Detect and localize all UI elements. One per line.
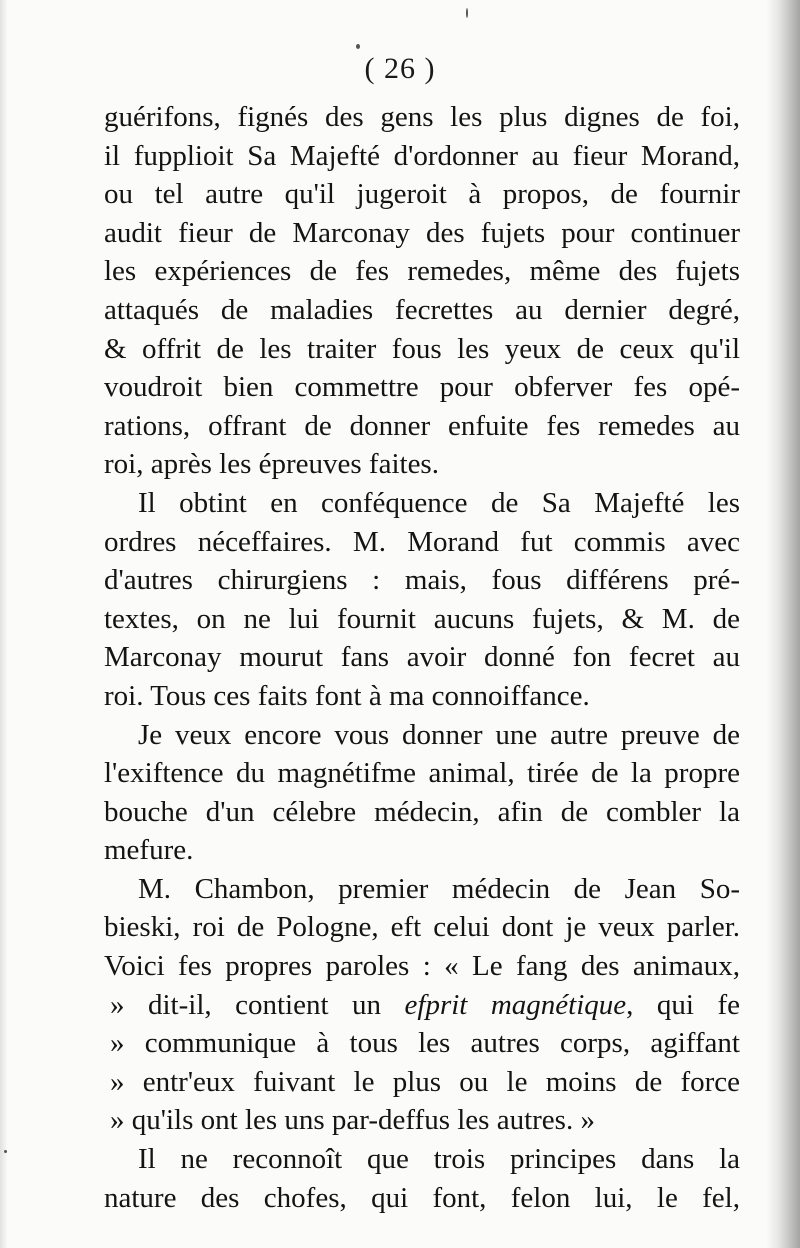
text-line-content: M. Chambon, premier médecin de Jean So-	[138, 872, 740, 905]
text-line	[104, 638, 740, 677]
text-line-content: » dit-il, contient un	[110, 988, 382, 1021]
text-line	[104, 831, 740, 870]
text-line	[104, 1179, 740, 1218]
text-line	[104, 214, 740, 253]
text-line-content: Je veux encore vous donner une autre preuve de	[138, 718, 740, 751]
text-line-content: bouche d'un célebre médecin, afin de combler la	[104, 795, 740, 828]
text-line	[104, 445, 740, 484]
text-line-content: Marconay mourut fans avoir donné fon fecret au	[104, 641, 740, 674]
text-line-tail: , qui fe	[626, 988, 740, 1021]
text-line	[104, 252, 740, 291]
text-line-content: les expériences de fes remedes, même des fujets	[104, 255, 740, 288]
text-line	[104, 368, 740, 407]
paper-speck	[4, 1150, 7, 1153]
page-number: ( 26 )	[364, 52, 436, 85]
text-line-content: » qu'ils ont les uns par-deffus les autres. »	[110, 1104, 595, 1137]
text-line	[104, 677, 740, 716]
italic-phrase: efprit magnétique	[404, 988, 627, 1021]
text-line-content: bieski, roi de Pologne, eft celui dont je veux parler.	[104, 911, 740, 944]
text-line-content: » communique à tous les autres corps, agiffant	[110, 1027, 740, 1060]
paper-speck	[356, 44, 360, 49]
text-line-content: roi, après les épreuves faites.	[104, 448, 439, 481]
text-line-content: voudroit bien commettre pour obferver fes opé-	[104, 371, 740, 404]
text-line	[104, 175, 740, 214]
body-text	[104, 98, 740, 1217]
text-line-content: & offrit de les traiter fous les yeux de ceux qu'il	[104, 332, 740, 365]
text-line-content: Il ne reconnoît que trois principes dans la	[138, 1143, 740, 1176]
text-line-content: roi. Tous ces faits font à ma connoiffance.	[104, 679, 590, 712]
text-line-content: mefure.	[104, 834, 194, 867]
text-line-content: l'exiftence du magnétifme animal, tirée de la propre	[104, 757, 740, 790]
text-line	[104, 523, 740, 562]
text-line	[104, 600, 740, 639]
text-line-content: nature des chofes, qui font, felon lui, le fel,	[104, 1181, 740, 1214]
text-line	[104, 870, 740, 909]
text-line-content: guérifons, fignés des gens les plus dignes de foi,	[104, 101, 740, 133]
paper-speck	[466, 8, 468, 18]
text-line	[104, 1140, 740, 1179]
text-line-content: il fupplioit Sa Majefté d'ordonner au fieur Morand,	[104, 139, 740, 172]
text-line-content: rations, offrant de donner enfuite fes remedes au	[104, 409, 740, 442]
text-line	[104, 986, 740, 1025]
text-line	[104, 1063, 740, 1102]
text-line	[104, 947, 740, 986]
text-line-content: attaqués de maladies fecrettes au dernier degré,	[104, 293, 740, 326]
text-line	[104, 137, 740, 176]
text-line-content: » entr'eux fuivant le plus ou le moins de force	[110, 1065, 740, 1098]
text-line	[104, 561, 740, 600]
text-line	[104, 330, 740, 369]
text-line-content: textes, on ne lui fournit aucuns fujets, & M. de	[104, 602, 740, 635]
page-gutter-shadow	[766, 0, 800, 1248]
text-line	[104, 407, 740, 446]
text-line	[104, 484, 740, 523]
text-line	[104, 1101, 740, 1140]
text-line	[104, 793, 740, 832]
text-line-content: audit fieur de Marconay des fujets pour continuer	[104, 216, 740, 249]
text-line-content: d'autres chirurgiens : mais, fous différens pré-	[104, 564, 740, 597]
text-line	[104, 98, 740, 137]
text-line-content: Il obtint en conféquence de Sa Majefté les	[138, 486, 740, 519]
text-line-content: ordres néceffaires. M. Morand fut commis avec	[104, 525, 740, 558]
text-line	[104, 1024, 740, 1063]
text-line-content: ou tel autre qu'il jugeroit à propos, de fournir	[104, 178, 740, 211]
text-line	[104, 754, 740, 793]
page-left-edge	[0, 0, 8, 1248]
text-line-content: Voici fes propres paroles : « Le fang des animaux,	[104, 950, 740, 983]
text-line	[104, 908, 740, 947]
text-line	[104, 716, 740, 755]
text-line	[104, 291, 740, 330]
